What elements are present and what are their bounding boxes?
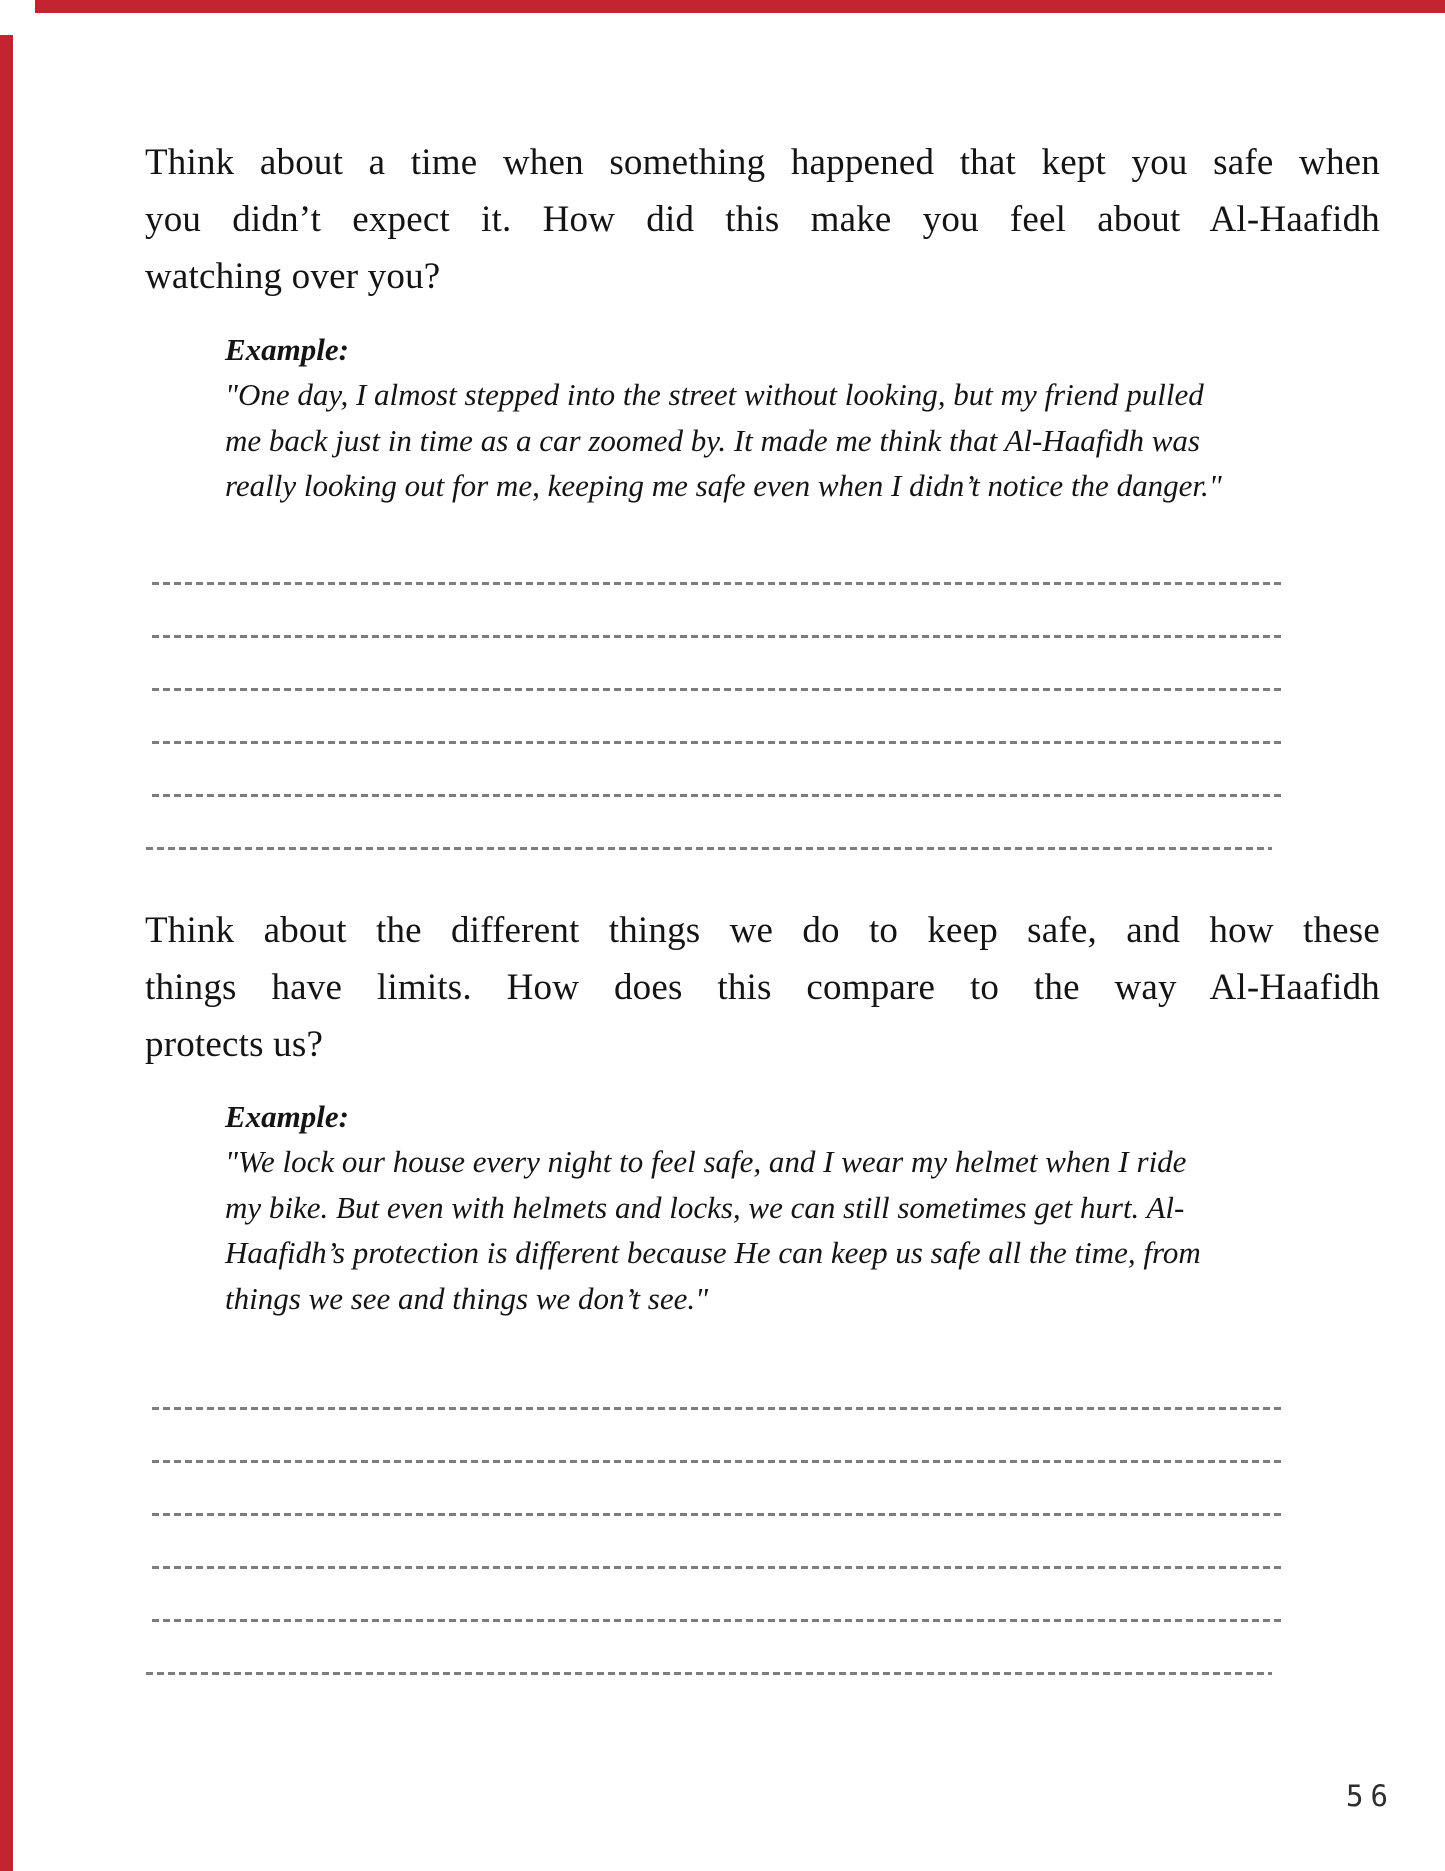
- answer-line: [152, 741, 1282, 744]
- example-2-quote-line: things we see and things we don’t see.": [225, 1280, 709, 1316]
- question-1-line: watching over you?: [145, 256, 441, 297]
- page-border-left: [0, 35, 13, 1871]
- question-1-line: you didn’t expect it. How did this make you feel about Al-Haafidh: [145, 199, 1380, 240]
- question-2-line: protects us?: [145, 1024, 324, 1065]
- answer-line: [146, 1672, 1272, 1675]
- example-1-quote: [225, 372, 1305, 509]
- answer-line: [152, 1566, 1282, 1569]
- example-2-label: Example:: [225, 1099, 349, 1134]
- answer-line: [152, 688, 1282, 691]
- answer-lines-1: [152, 582, 1282, 900]
- example-2-quote-line: Haafidh’s protection is different because He can keep us safe all the time, from: [225, 1235, 1201, 1270]
- example-1-quote-line: me back just in time as a car zoomed by. It made me think that Al-Haafidh was: [225, 422, 1200, 458]
- answer-line: [152, 1619, 1282, 1622]
- page-border-top: [35, 0, 1445, 13]
- question-1: [145, 134, 1380, 305]
- example-1-quote-line: really looking out for me, keeping me safe even when I didn’t notice the danger.": [225, 468, 1222, 503]
- answer-line: [152, 635, 1282, 638]
- answer-line: [152, 582, 1282, 585]
- answer-line: [152, 1513, 1282, 1516]
- example-1-quote-line: "One day, I almost stepped into the street without looking, but my friend pulled: [225, 377, 1204, 412]
- answer-lines-2: [152, 1407, 1282, 1725]
- example-2-quote: [225, 1139, 1305, 1321]
- page-number: 56: [1346, 1779, 1395, 1813]
- example-1-label: Example:: [225, 332, 349, 367]
- example-2-quote-line: "We lock our house every night to feel safe, and I wear my helmet when I ride: [225, 1144, 1187, 1179]
- answer-line: [152, 1407, 1282, 1410]
- question-2-line: things have limits. How does this compare to the way Al-Haafidh: [145, 967, 1380, 1008]
- answer-line: [146, 847, 1272, 850]
- question-2-line: Think about the different things we do to keep safe, and how these: [145, 910, 1380, 951]
- question-2: [145, 902, 1380, 1073]
- question-1-line: Think about a time when something happened that kept you safe when: [145, 142, 1380, 183]
- answer-line: [152, 794, 1282, 797]
- example-2-quote-line: my bike. But even with helmets and locks, we can still sometimes get hurt. Al-: [225, 1189, 1185, 1225]
- answer-line: [152, 1460, 1282, 1463]
